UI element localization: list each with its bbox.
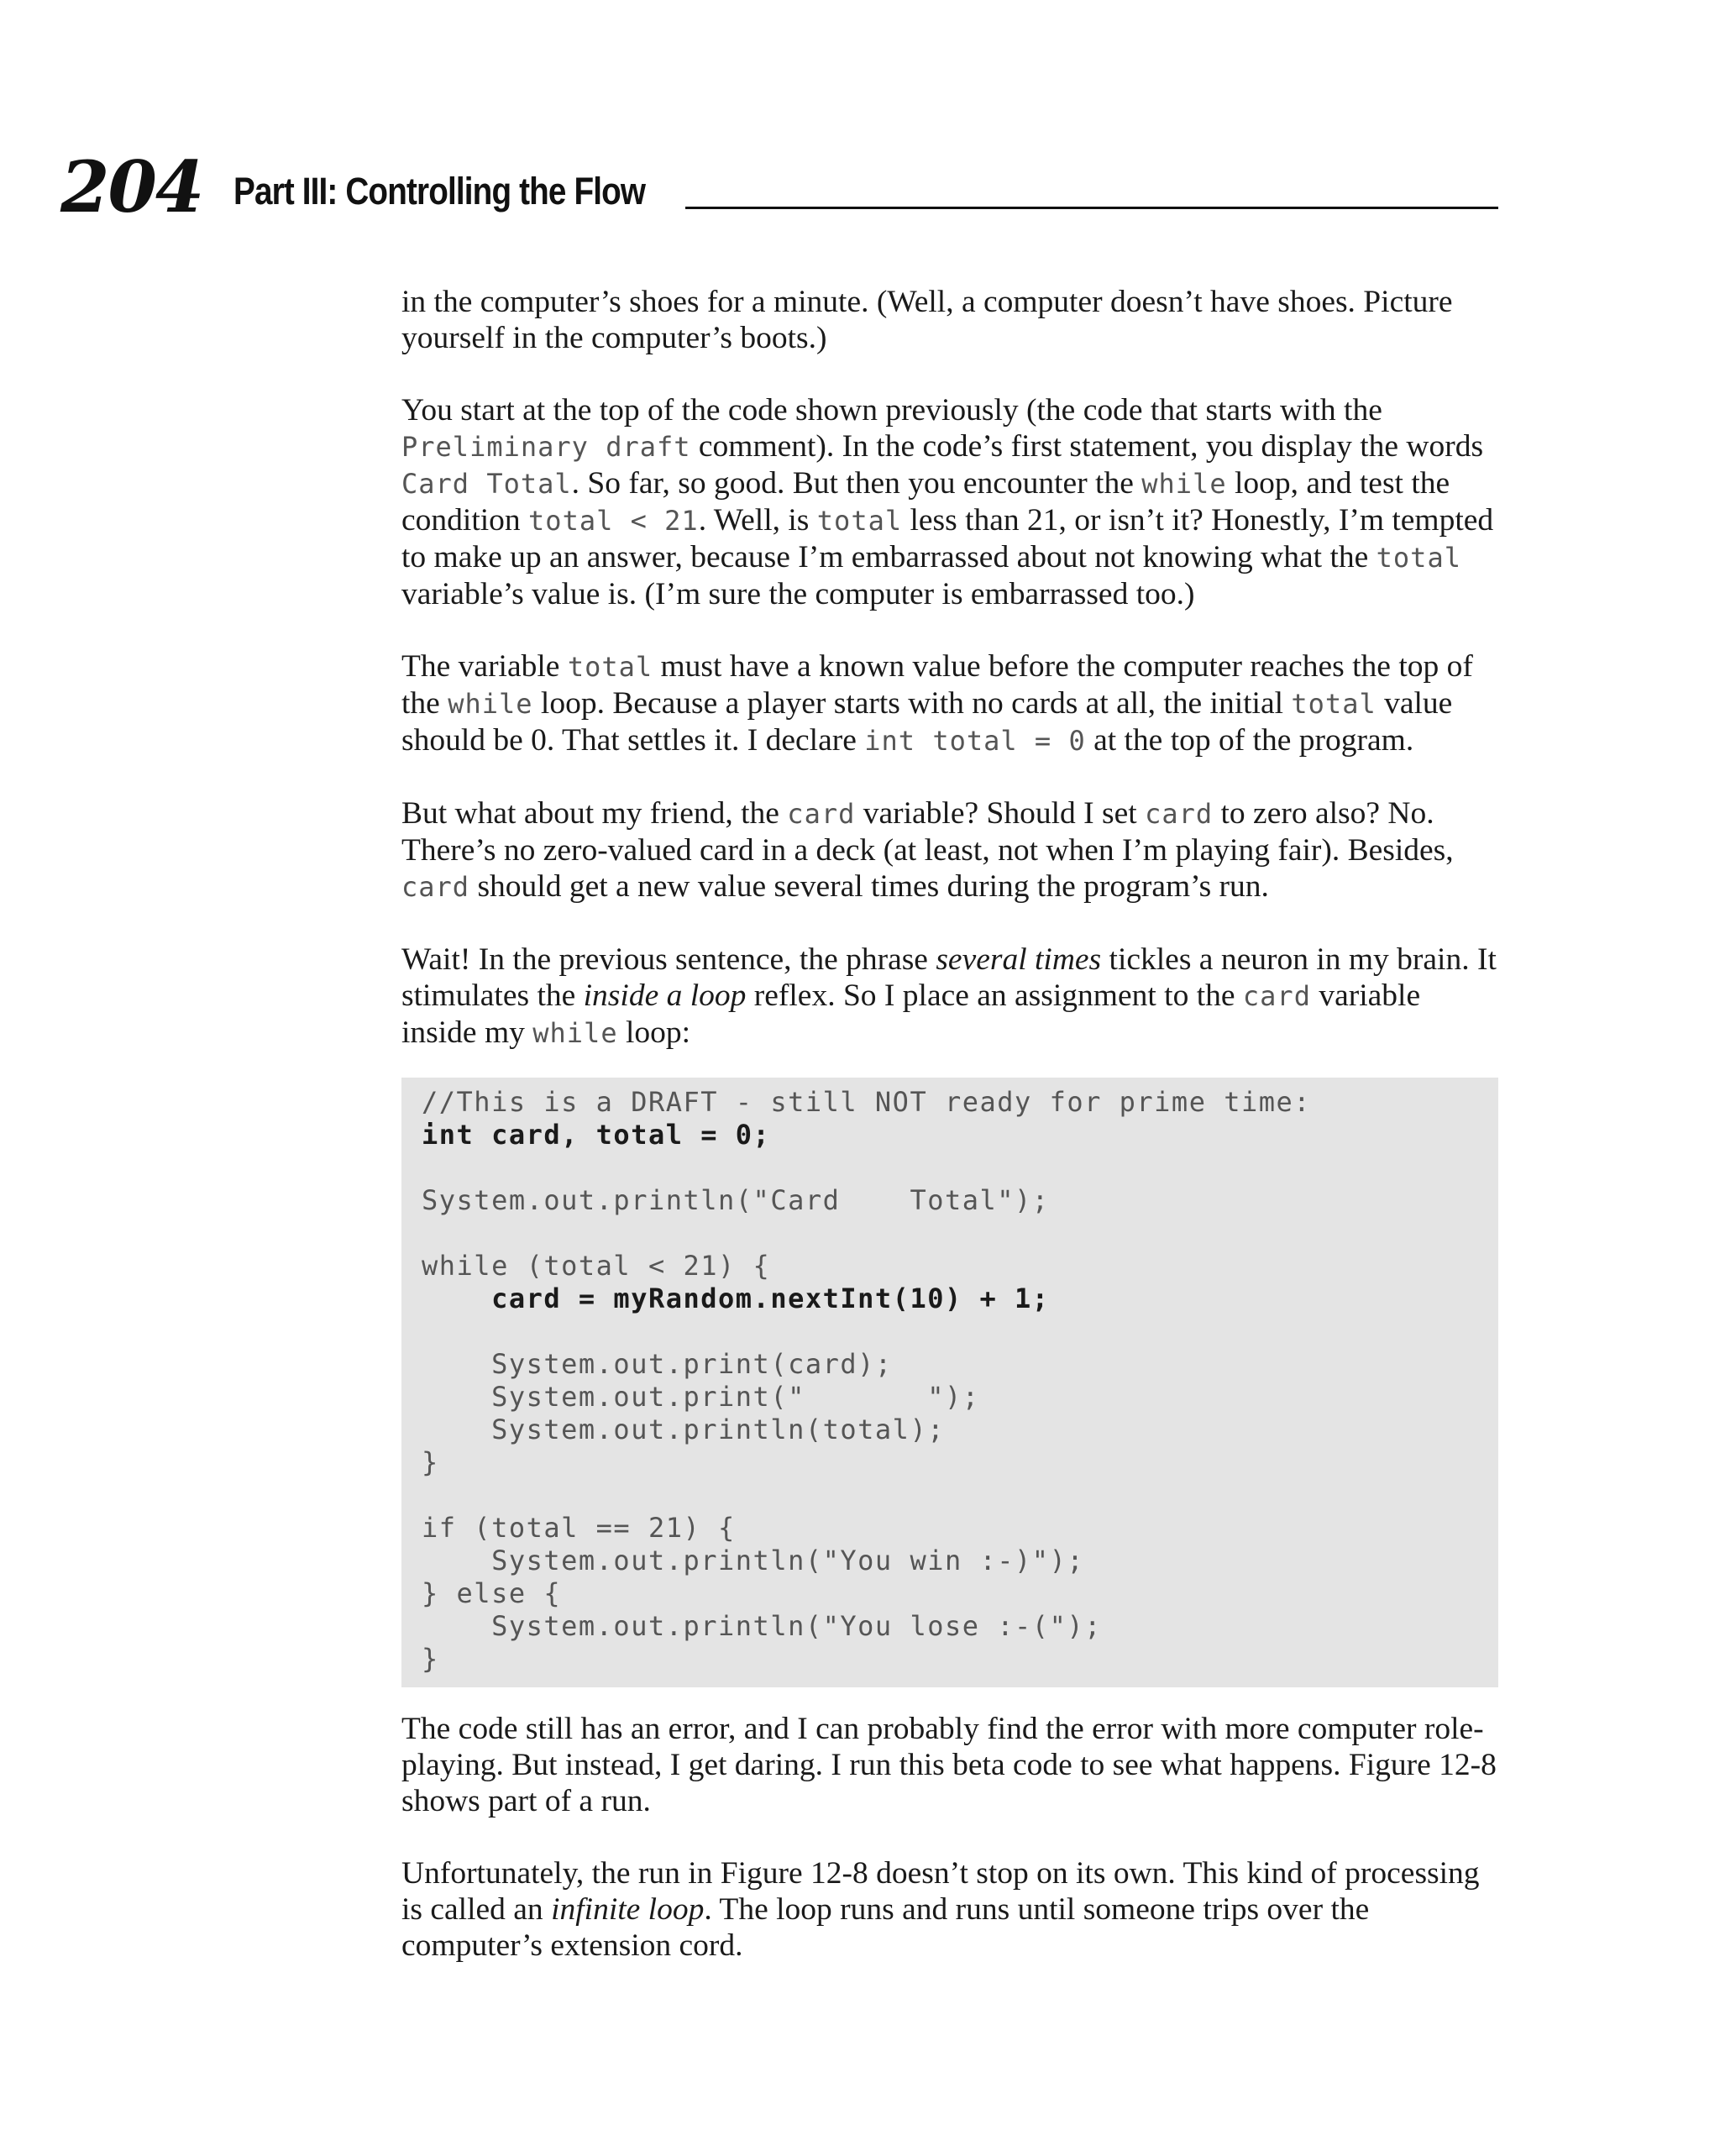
paragraph-text: Wait! In the previous sentence, the phrase — [401, 942, 936, 977]
paragraph-text: variable’s value is. (I’m sure the computer is embarrassed too.) — [401, 577, 1195, 611]
paragraph-text: should get a new value several times during the program’s run. — [469, 869, 1269, 904]
code-line: System.out.println("You win :-)"); — [422, 1545, 1085, 1576]
inline-code: total — [567, 651, 653, 683]
paragraph-text: You start at the top of the code shown previously (the code that starts with the — [401, 393, 1382, 428]
paragraph-text: to zero also? No. There’s no zero-valued card in a deck (at least, not when I’m playing fair). Besides, — [401, 796, 1454, 868]
code-line: System.out.print(" "); — [422, 1381, 980, 1413]
code-line: if (total == 21) { — [422, 1512, 736, 1544]
paragraph-text: value should be 0. That settles it. I declare — [401, 686, 1453, 758]
code-line: System.out.println(total); — [422, 1414, 945, 1445]
paragraph-text: in the computer’s shoes for a minute. (Well, a computer doesn’t have shoes. Picture yourself in the computer’s boots.) — [401, 285, 1453, 355]
paragraph-4 — [401, 795, 1498, 905]
code-line — [422, 1315, 1478, 1348]
inline-code: Card Total — [401, 468, 572, 500]
code-line: card = myRandom.nextInt(10) + 1; — [422, 1283, 1050, 1314]
inline-code: total — [816, 505, 903, 537]
page-body — [401, 284, 1498, 2000]
code-line — [422, 1217, 1478, 1250]
paragraph-7 — [401, 1855, 1498, 1964]
paragraph-2 — [401, 392, 1498, 612]
paragraph-text: reflex. So I place an assignment to the — [746, 978, 1243, 1013]
paragraph-text: Unfortunately, the run in Figure 12-8 doesn’t stop on its own. This kind of processing is called an — [401, 1856, 1480, 1927]
emphasis-text: inside a loop — [583, 978, 747, 1013]
paragraph-text: loop: — [617, 1015, 691, 1050]
paragraph-text: The variable — [401, 649, 568, 684]
inline-code: while — [1141, 468, 1227, 500]
code-line — [422, 1479, 1478, 1512]
code-line: //This is a DRAFT - still NOT ready for prime time: — [422, 1086, 1312, 1118]
inline-code: total — [1376, 542, 1461, 574]
code-line: while (total < 21) { — [422, 1250, 771, 1282]
paragraph-text: . The loop runs and runs until someone trips over the computer’s extension cord. — [401, 1892, 1370, 1963]
code-line: int card, total = 0; — [422, 1119, 771, 1151]
paragraph-text: But what about my friend, the — [401, 796, 788, 831]
paragraph-text: must have a known value before the computer reaches the top of the — [401, 649, 1473, 721]
paragraph-text: comment). In the code’s first statement, you display the words — [690, 429, 1484, 464]
part-title: Part III: Controlling the Flow — [233, 170, 646, 212]
paragraph-text: The code still has an error, and I can probably find the error with more computer role-playing. But instead, I get daring. I run this beta code to see what happens. Figure 12-8 shows part of a run. — [401, 1712, 1497, 1818]
paragraph-text: . Well, is — [698, 503, 817, 538]
inline-code: card — [401, 871, 470, 903]
code-line: System.out.println("Card Total"); — [422, 1184, 1050, 1216]
paragraph-text: . So far, so good. But then you encounter the — [571, 466, 1142, 501]
paragraph-text: loop. Because a player starts with no cards at all, the initial — [532, 686, 1292, 721]
inline-code: total < 21 — [528, 505, 699, 537]
emphasis-text: infinite loop — [551, 1892, 705, 1927]
paragraph-text: loop, and test the condition — [401, 466, 1450, 538]
inline-code: card — [787, 798, 856, 830]
code-line: } — [422, 1643, 439, 1675]
code-line: } — [422, 1446, 439, 1478]
inline-code: while — [448, 688, 533, 720]
paragraph-text: variable? Should I set — [855, 796, 1146, 831]
header-rule — [685, 207, 1498, 209]
code-line: System.out.print(card); — [422, 1348, 893, 1380]
inline-code: Preliminary draft — [401, 431, 691, 463]
page-header — [60, 145, 1498, 228]
inline-code: total — [1291, 688, 1377, 720]
paragraph-text: tickles a neuron in my brain. It stimulates the — [401, 942, 1497, 1013]
code-line — [422, 1151, 1478, 1184]
inline-code: while — [532, 1017, 618, 1049]
paragraph-1 — [401, 284, 1498, 356]
inline-code: card — [1242, 980, 1311, 1012]
code-listing — [401, 1078, 1498, 1687]
paragraph-6 — [401, 1711, 1498, 1819]
code-line: } else { — [422, 1577, 562, 1609]
paragraph-text: less than 21, or isn’t it? Honestly, I’m tempted to make up an answer, because I’m embarrassed about not knowing what the — [401, 503, 1494, 574]
inline-code: card — [1145, 798, 1214, 830]
code-line: System.out.println("You lose :-("); — [422, 1610, 1102, 1642]
emphasis-text: several times — [936, 942, 1102, 977]
page-number: 204 — [60, 145, 203, 228]
paragraph-3 — [401, 648, 1498, 759]
inline-code: int total = 0 — [864, 725, 1086, 757]
paragraph-5 — [401, 942, 1498, 1052]
paragraph-text: at the top of the program. — [1085, 723, 1414, 758]
paragraph-text: variable inside my — [401, 978, 1421, 1050]
